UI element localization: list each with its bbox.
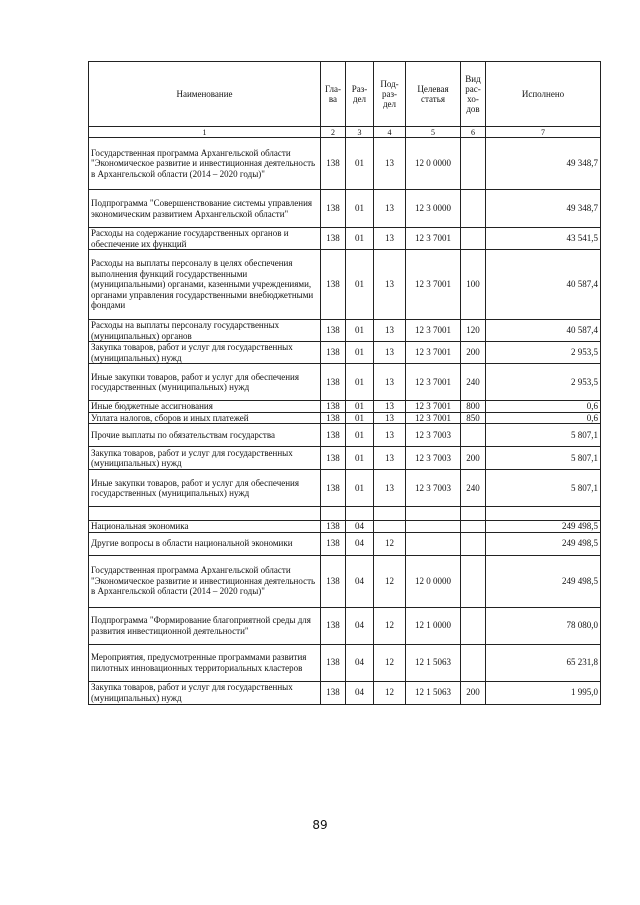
row-section: 04 (346, 644, 374, 681)
column-number: 7 (486, 127, 601, 138)
row-expense-type: 100 (461, 250, 486, 320)
table-row (89, 470, 601, 507)
row-target: 12 3 0000 (406, 190, 461, 228)
table-row (89, 521, 601, 533)
row-chapter: 138 (321, 532, 346, 555)
row-chapter: 138 (321, 470, 346, 507)
table-row (89, 364, 601, 401)
row-target: 12 3 7001 (406, 412, 461, 424)
row-executed: 5 807,1 (486, 424, 601, 447)
row-section: 04 (346, 521, 374, 533)
row-chapter: 138 (321, 412, 346, 424)
row-name: Закупка товаров, работ и услуг для государственных (муниципальных) нужд (89, 447, 321, 470)
row-section: 01 (346, 424, 374, 447)
row-chapter: 138 (321, 364, 346, 401)
row-target: 12 3 7001 (406, 342, 461, 364)
row-executed: 49 348,7 (486, 190, 601, 228)
row-target: 12 3 7003 (406, 424, 461, 447)
row-expense-type: 120 (461, 320, 486, 342)
row-section: 01 (346, 320, 374, 342)
row-chapter: 138 (321, 555, 346, 607)
row-section: 04 (346, 681, 374, 704)
table-row (89, 250, 601, 320)
row-expense-type (461, 228, 486, 250)
row-target: 12 3 7003 (406, 447, 461, 470)
row-target: 12 3 7003 (406, 470, 461, 507)
row-target (406, 521, 461, 533)
row-section: 01 (346, 364, 374, 401)
row-target: 12 3 7001 (406, 401, 461, 413)
row-executed: 40 587,4 (486, 320, 601, 342)
header-chapter: Гла- ва (321, 62, 346, 127)
row-subsection: 13 (374, 320, 406, 342)
row-target: 12 3 7001 (406, 364, 461, 401)
header-target: Целевая статья (406, 62, 461, 127)
row-target: 12 1 0000 (406, 607, 461, 644)
row-expense-type (461, 555, 486, 607)
row-section: 01 (346, 447, 374, 470)
page-number: 89 (312, 818, 328, 832)
row-name: Другие вопросы в области национальной экономики (89, 532, 321, 555)
header-expense-type: Вид рас- хо- дов (461, 62, 486, 127)
row-name: Закупка товаров, работ и услуг для государственных (муниципальных) нужд (89, 342, 321, 364)
row-expense-type (461, 521, 486, 533)
row-expense-type (461, 644, 486, 681)
row-chapter: 138 (321, 401, 346, 413)
row-name: Расходы на содержание государственных органов и обеспечение их функций (89, 228, 321, 250)
row-chapter: 138 (321, 607, 346, 644)
table-row (89, 401, 601, 413)
row-name: Иные бюджетные ассигнования (89, 401, 321, 413)
row-executed: 249 498,5 (486, 555, 601, 607)
column-number: 4 (374, 127, 406, 138)
row-section: 01 (346, 138, 374, 190)
row-expense-type: 200 (461, 681, 486, 704)
row-executed: 40 587,4 (486, 250, 601, 320)
header-name: Наименование (89, 62, 321, 127)
row-subsection: 12 (374, 644, 406, 681)
row-target: 12 3 7001 (406, 250, 461, 320)
row-target: 12 3 7001 (406, 228, 461, 250)
table-row (89, 555, 601, 607)
table-row (89, 190, 601, 228)
table-row (89, 320, 601, 342)
column-number: 1 (89, 127, 321, 138)
row-executed: 0,6 (486, 401, 601, 413)
row-name: Иные закупки товаров, работ и услуг для обеспечения государственных (муниципальных) нужд (89, 470, 321, 507)
row-executed: 249 498,5 (486, 521, 601, 533)
row-name: Закупка товаров, работ и услуг для государственных (муниципальных) нужд (89, 681, 321, 704)
row-name: Мероприятия, предусмотренные программами развития пилотных инновационных территориальных кластеров (89, 644, 321, 681)
row-subsection: 13 (374, 412, 406, 424)
row-subsection (374, 521, 406, 533)
table-row (89, 607, 601, 644)
row-expense-type (461, 138, 486, 190)
row-section: 01 (346, 342, 374, 364)
row-section: 01 (346, 250, 374, 320)
row-subsection: 12 (374, 555, 406, 607)
row-name: Иные закупки товаров, работ и услуг для обеспечения государственных (муниципальных) нужд (89, 364, 321, 401)
row-expense-type: 240 (461, 470, 486, 507)
row-name: Подпрограмма "Формирование благоприятной среды для развития инвестиционной деятельности" (89, 607, 321, 644)
row-executed: 1 995,0 (486, 681, 601, 704)
row-section: 01 (346, 412, 374, 424)
row-expense-type (461, 532, 486, 555)
row-subsection: 12 (374, 681, 406, 704)
row-chapter: 138 (321, 250, 346, 320)
row-name: Национальная экономика (89, 521, 321, 533)
row-subsection: 13 (374, 138, 406, 190)
row-executed: 249 498,5 (486, 532, 601, 555)
row-name: Прочие выплаты по обязательствам государства (89, 424, 321, 447)
row-section: 04 (346, 555, 374, 607)
row-expense-type: 850 (461, 412, 486, 424)
row-executed: 5 807,1 (486, 470, 601, 507)
row-executed: 0,6 (486, 412, 601, 424)
row-executed: 2 953,5 (486, 364, 601, 401)
row-chapter: 138 (321, 521, 346, 533)
row-subsection: 13 (374, 470, 406, 507)
column-number: 5 (406, 127, 461, 138)
row-target (406, 507, 461, 521)
column-number: 3 (346, 127, 374, 138)
row-subsection: 13 (374, 190, 406, 228)
row-chapter: 138 (321, 190, 346, 228)
column-numbers-row (89, 127, 601, 138)
table-row (89, 412, 601, 424)
row-section: 01 (346, 401, 374, 413)
header-executed: Исполнено (486, 62, 601, 127)
row-expense-type: 800 (461, 401, 486, 413)
row-target: 12 0 0000 (406, 138, 461, 190)
table-row (89, 532, 601, 555)
row-expense-type (461, 507, 486, 521)
row-target (406, 532, 461, 555)
row-expense-type: 200 (461, 342, 486, 364)
header-section: Раз- дел (346, 62, 374, 127)
row-chapter (321, 507, 346, 521)
row-chapter: 138 (321, 138, 346, 190)
column-number: 6 (461, 127, 486, 138)
row-executed: 78 080,0 (486, 607, 601, 644)
row-chapter: 138 (321, 424, 346, 447)
row-name: Уплата налогов, сборов и иных платежей (89, 412, 321, 424)
row-chapter: 138 (321, 447, 346, 470)
header-subsection: Под- раз- дел (374, 62, 406, 127)
row-section: 01 (346, 228, 374, 250)
row-expense-type: 200 (461, 447, 486, 470)
table-row (89, 228, 601, 250)
row-chapter: 138 (321, 228, 346, 250)
table-row (89, 342, 601, 364)
row-subsection: 13 (374, 447, 406, 470)
row-executed: 65 231,8 (486, 644, 601, 681)
row-subsection: 13 (374, 228, 406, 250)
row-subsection: 13 (374, 424, 406, 447)
row-subsection: 13 (374, 364, 406, 401)
column-number: 2 (321, 127, 346, 138)
row-section (346, 507, 374, 521)
table-row (89, 424, 601, 447)
row-name: Государственная программа Архангельской области "Экономическое развитие и инвестиционная деятельность в Архангельской области (2014 – 2020 годы)" (89, 555, 321, 607)
row-name: Расходы на выплаты персоналу государственных (муниципальных) органов (89, 320, 321, 342)
row-executed: 2 953,5 (486, 342, 601, 364)
row-target: 12 1 5063 (406, 681, 461, 704)
row-section: 01 (346, 190, 374, 228)
row-executed: 43 541,5 (486, 228, 601, 250)
table-header-row (89, 62, 601, 127)
budget-execution-table (88, 61, 601, 705)
table-row (89, 447, 601, 470)
row-subsection: 13 (374, 250, 406, 320)
row-name: Подпрограмма "Совершенствование системы управления экономическим развитием Архангельской области" (89, 190, 321, 228)
table-row (89, 681, 601, 704)
row-expense-type (461, 607, 486, 644)
row-executed: 5 807,1 (486, 447, 601, 470)
row-subsection: 13 (374, 342, 406, 364)
row-target: 12 0 0000 (406, 555, 461, 607)
row-executed: 49 348,7 (486, 138, 601, 190)
row-name (89, 507, 321, 521)
row-target: 12 3 7001 (406, 320, 461, 342)
row-subsection (374, 507, 406, 521)
row-chapter: 138 (321, 681, 346, 704)
row-expense-type: 240 (461, 364, 486, 401)
row-section: 04 (346, 532, 374, 555)
table-row (89, 644, 601, 681)
row-section: 01 (346, 470, 374, 507)
table-row (89, 138, 601, 190)
row-expense-type (461, 190, 486, 228)
row-chapter: 138 (321, 644, 346, 681)
row-expense-type (461, 424, 486, 447)
row-chapter: 138 (321, 320, 346, 342)
row-section: 04 (346, 607, 374, 644)
row-chapter: 138 (321, 342, 346, 364)
row-subsection: 12 (374, 532, 406, 555)
row-name: Расходы на выплаты персоналу в целях обеспечения выполнения функций государственными (муниципальными) органами, казенными учреждениями, органами управления государственными внебюджетными фондами (89, 250, 321, 320)
row-target: 12 1 5063 (406, 644, 461, 681)
table-row (89, 507, 601, 521)
row-subsection: 13 (374, 401, 406, 413)
row-name: Государственная программа Архангельской области "Экономическое развитие и инвестиционная деятельность в Архангельской области (2014 – 2020 годы)" (89, 138, 321, 190)
row-subsection: 12 (374, 607, 406, 644)
row-executed (486, 507, 601, 521)
